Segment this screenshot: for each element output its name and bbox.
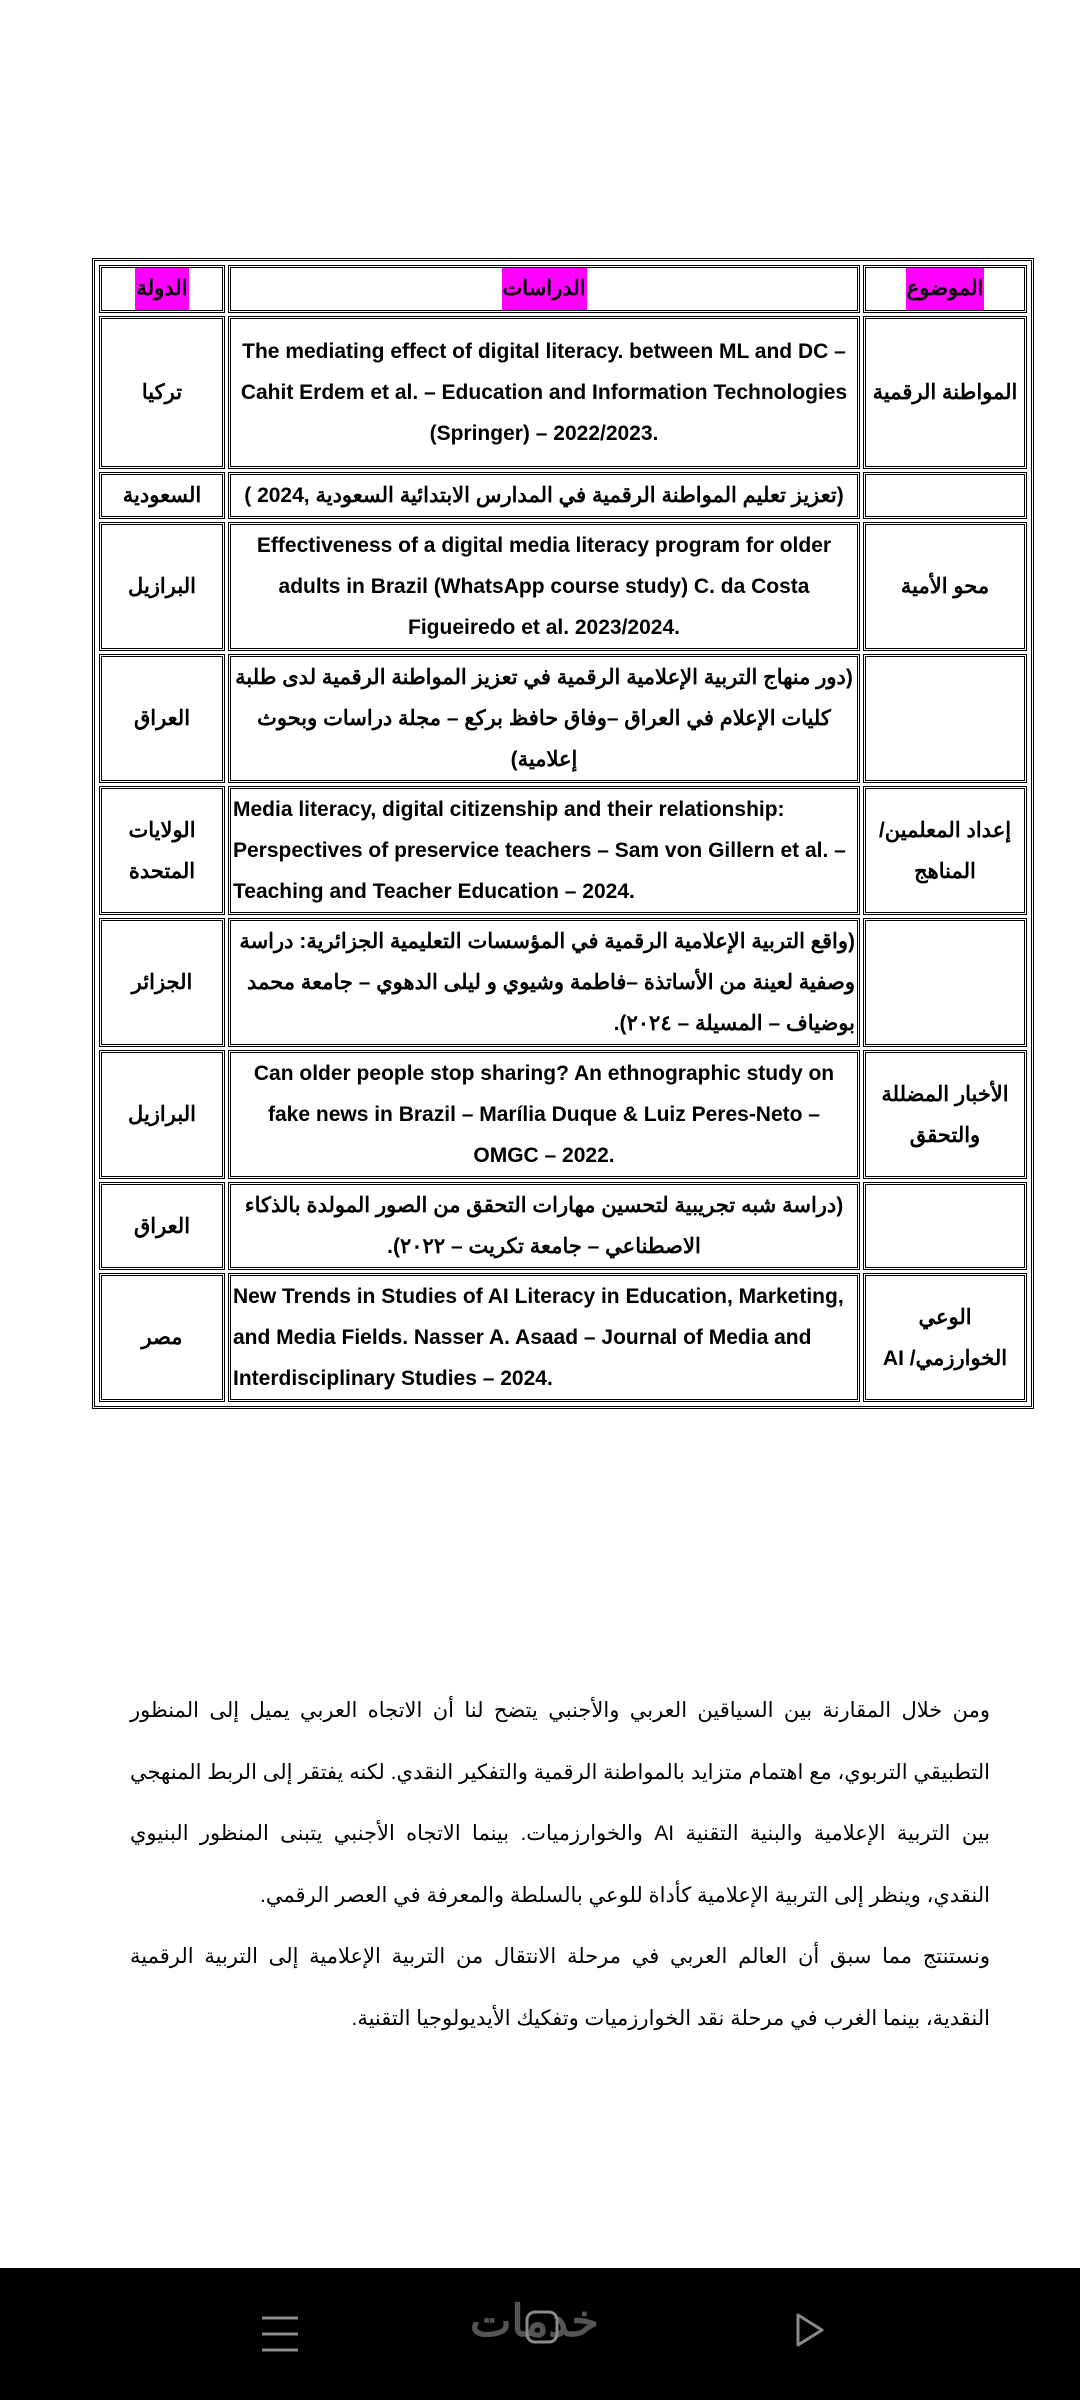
topic-cell (863, 1182, 1027, 1270)
studies-table (92, 258, 1034, 1409)
table-row (99, 1050, 1027, 1179)
topic-cell: إعداد المعلمين/المناهج (863, 786, 1027, 915)
topic-cell: الأخبار المضللة والتحقق (863, 1050, 1027, 1179)
topic-cell: الوعي الخوارزمي/ AI (863, 1273, 1027, 1402)
home-icon[interactable] (525, 2310, 561, 2346)
study-cell: Effectiveness of a digital media literacy program for older adults in Brazil (WhatsApp course study) C. da Costa Figueiredo et al. 2023/2024. (228, 522, 860, 651)
country-cell: البرازيل (99, 1050, 225, 1179)
table-row (99, 316, 1027, 469)
country-cell: مصر (99, 1273, 225, 1402)
header-country-label: الدولة (135, 268, 188, 310)
study-cell: The mediating effect of digital literacy. between ML and DC – Cahit Erdem et al. – Education and Information Technologies (Springer) – 2022/2023. (228, 316, 860, 469)
country-cell: تركيا (99, 316, 225, 469)
conclusion-text (130, 1680, 990, 2049)
table-row (99, 918, 1027, 1047)
menu-icon[interactable] (262, 2314, 298, 2354)
country-cell: الجزائر (99, 918, 225, 1047)
country-cell: السعودية (99, 472, 225, 519)
back-icon[interactable] (795, 2312, 825, 2348)
table-header-row (99, 265, 1027, 313)
header-country (99, 265, 225, 313)
study-cell: New Trends in Studies of AI Literacy in Education, Marketing, and Media Fields. Nasser A. Asaad – Journal of Media and Interdisciplinary Studies – 2024. (228, 1273, 860, 1402)
country-cell: الولايات المتحدة (99, 786, 225, 915)
table-row (99, 786, 1027, 915)
topic-cell (863, 918, 1027, 1047)
study-cell: (دراسة شبه تجريبية لتحسين مهارات التحقق من الصور المولدة بالذكاء الاصطناعي – جامعة تكريت – ٢٠٢٢). (228, 1182, 860, 1270)
table-row (99, 472, 1027, 519)
paragraph: ومن خلال المقارنة بين السياقين العربي والأجنبي يتضح لنا أن الاتجاه العربي يميل إلى المنظور التطبيقي التربوي، مع اهتمام متزايد بالمواطنة الرقمية والتفكير النقدي. لكنه يفتقر إلى الربط المنهجي بين التربية الإعلامية والبنية التقنية AI والخوارزميات. بينما الاتجاه الأجنبي يتبنى المنظور البنيوي النقدي، وينظر إلى التربية الإعلامية كأداة للوعي بالسلطة والمعرفة في العصر الرقمي. (130, 1699, 991, 1907)
topic-cell: المواطنة الرقمية (863, 316, 1027, 469)
paragraph: ونستنتج مما سبق أن العالم العربي في مرحلة الانتقال من التربية الإعلامية إلى التربية الرقمية النقدية، بينما الغرب في مرحلة نقد الخوارزميات وتفكيك الأيديولوجيا التقنية. (130, 1945, 990, 2030)
header-topic-label: الموضوع (906, 268, 984, 310)
topic-cell: محو الأمية (863, 522, 1027, 651)
table-row (99, 1273, 1027, 1402)
watermark-logo: خدمات (470, 2297, 599, 2346)
country-cell: البرازيل (99, 522, 225, 651)
country-cell: العراق (99, 1182, 225, 1270)
table-row (99, 522, 1027, 651)
table-row (99, 1182, 1027, 1270)
table-row (99, 654, 1027, 783)
study-cell: (واقع التربية الإعلامية الرقمية في المؤسسات التعليمية الجزائرية: دراسة وصفية لعينة من الأساتذة –فاطمة وشيوي و ليلى الدهوي – جامعة محمد بوضياف – المسيلة – ٢٠٢٤). (228, 918, 860, 1047)
header-studies-label: الدراسات (502, 268, 587, 310)
topic-cell (863, 472, 1027, 519)
bottom-navigation-bar (0, 2268, 1080, 2400)
study-cell: Can older people stop sharing? An ethnographic study on fake news in Brazil – Marília Duque & Luiz Peres-Neto – OMGC – 2022. (228, 1050, 860, 1179)
study-cell: (تعزيز تعليم المواطنة الرقمية في المدارس الابتدائية السعودية ,2024 ) (228, 472, 860, 519)
study-cell: (دور منهاج التربية الإعلامية الرقمية في تعزيز المواطنة الرقمية لدى طلبة كليات الإعلام في العراق –وفاق حافظ بركع – مجلة دراسات وبحوث إعلامية) (228, 654, 860, 783)
country-cell: العراق (99, 654, 225, 783)
topic-cell (863, 654, 1027, 783)
header-topic (863, 265, 1027, 313)
header-studies (228, 265, 860, 313)
study-cell: Media literacy, digital citizenship and their relationship: Perspectives of preservice teachers – Sam von Gillern et al. – Teaching and Teacher Education – 2024. (228, 786, 860, 915)
